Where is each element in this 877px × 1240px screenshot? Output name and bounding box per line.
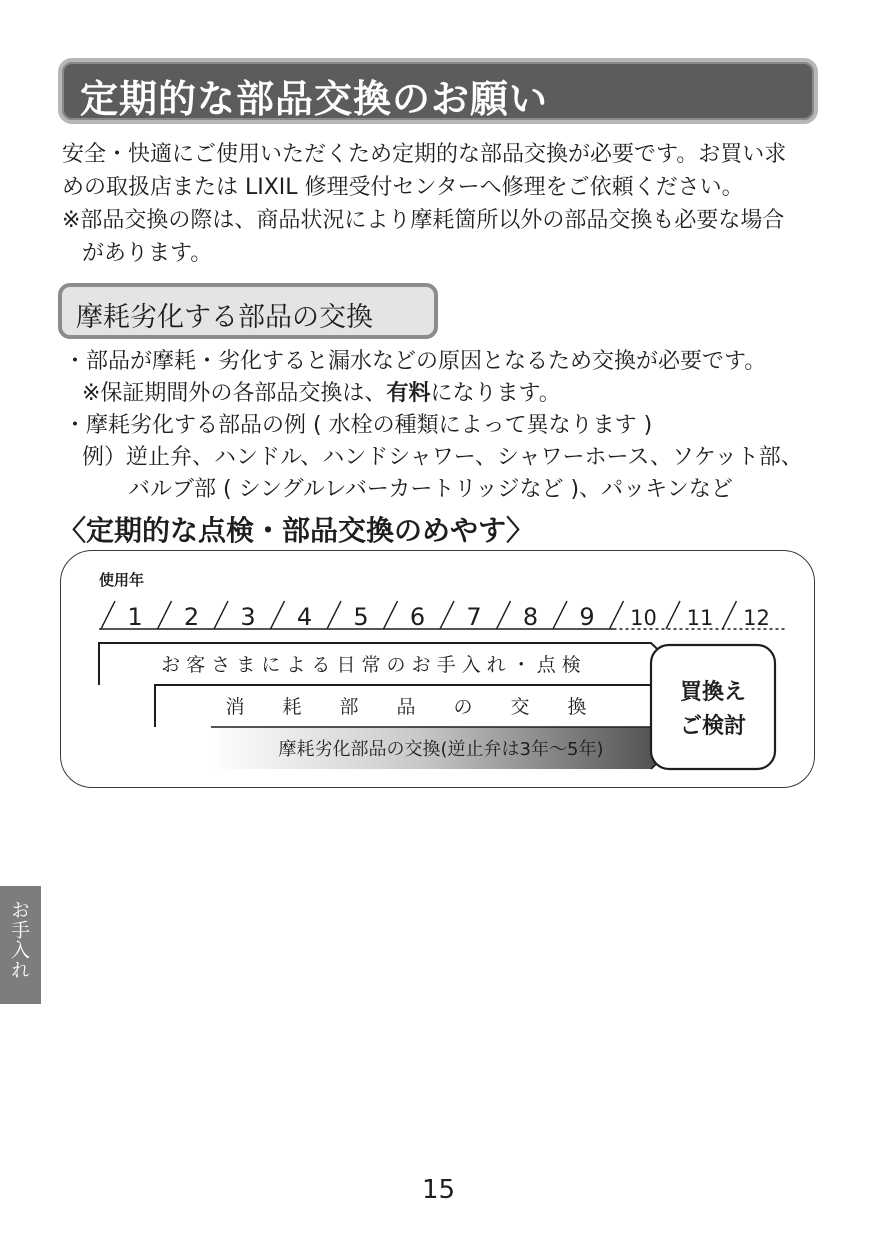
side-tab [0,886,41,1004]
year-divider [384,601,398,629]
year-tick-8: 8 [522,603,539,631]
bullet-2-example-1: 例）逆止弁、ハンドル、ハンドシャワー、シャワーホース、ソケット部、 [82,445,803,470]
year-tick-7: 7 [466,603,482,631]
bullet-1-note-bold: 有料 [386,381,431,406]
intro-text [62,138,832,270]
intro-line-1: 安全・快適にご使用いただくため定期的な部品交換が必要です。お買い求 [62,142,787,167]
schedule-chart [60,550,815,788]
intro-note-1: ※部品交換の際は、商品状況により摩耗箇所以外の部品交換も必要な場合 [62,208,785,233]
bullet-1-note-post: になります。 [430,381,561,406]
end-box [651,645,775,769]
year-divider [101,601,115,629]
subheading-box [58,283,438,339]
year-tick-1: 1 [127,603,143,631]
page-number: 15 [421,1175,456,1205]
bullet-list [64,346,844,506]
year-tick-9: 9 [579,603,595,631]
year-tick-10: 10 [630,606,657,630]
year-divider [214,601,228,629]
bullet-1-note [64,378,844,410]
year-divider [666,601,680,629]
page-title: 定期的な部品交換のお願い [80,77,549,121]
year-tick-3: 3 [240,603,256,631]
year-tick-12: 12 [743,606,770,630]
bullet-1: ・部品が摩耗・劣化すると漏水などの原因となるため交換が必要です。 [64,349,767,374]
end-box-line-1: 買換え [679,680,747,705]
bullet-1-note-pre: ※保証期間外の各部品交換は、 [82,381,387,406]
page-title-banner [58,58,818,124]
row-label-2: 消 耗 部 品 の 交 換 [225,696,587,718]
bullet-2-example-2: バルブ部 ( シングルレバーカートリッジなど )、パッキンなど [128,477,733,502]
end-box-line-2: ご検討 [679,714,747,739]
year-tick-11: 11 [686,606,714,630]
schedule-heading: 〈定期的な点検・部品交換のめやす〉 [58,514,535,547]
year-divider [440,601,454,629]
year-tick-5: 5 [353,603,369,631]
intro-note-2: があります。 [82,241,213,266]
year-tick-2: 2 [183,603,200,631]
row-label-1: お 客 さ ま に よ る 日 常 の お 手 入 れ ・ 点 検 [161,654,581,676]
subheading: 摩耗劣化する部品の交換 [76,302,373,333]
year-divider [327,601,341,629]
intro-line-2: めの取扱店または LIXIL 修理受付センターへ修理をご依頼ください。 [62,175,744,200]
year-divider [271,601,285,629]
year-divider [723,601,737,629]
year-divider [553,601,567,629]
bullet-2: ・摩耗劣化する部品の例 ( 水栓の種類によって異なります ) [64,413,653,438]
year-tick-4: 4 [296,603,313,631]
year-divider [610,601,624,629]
axis-label: 使用年 [99,571,145,589]
year-divider [158,601,172,629]
schedule-chart-svg [61,551,816,789]
row-label-3: 摩耗劣化部品の交換(逆止弁は3年〜5年) [278,739,604,760]
year-tick-6: 6 [409,603,426,631]
side-tab-label: お手入れ [8,900,30,980]
year-divider [497,601,511,629]
